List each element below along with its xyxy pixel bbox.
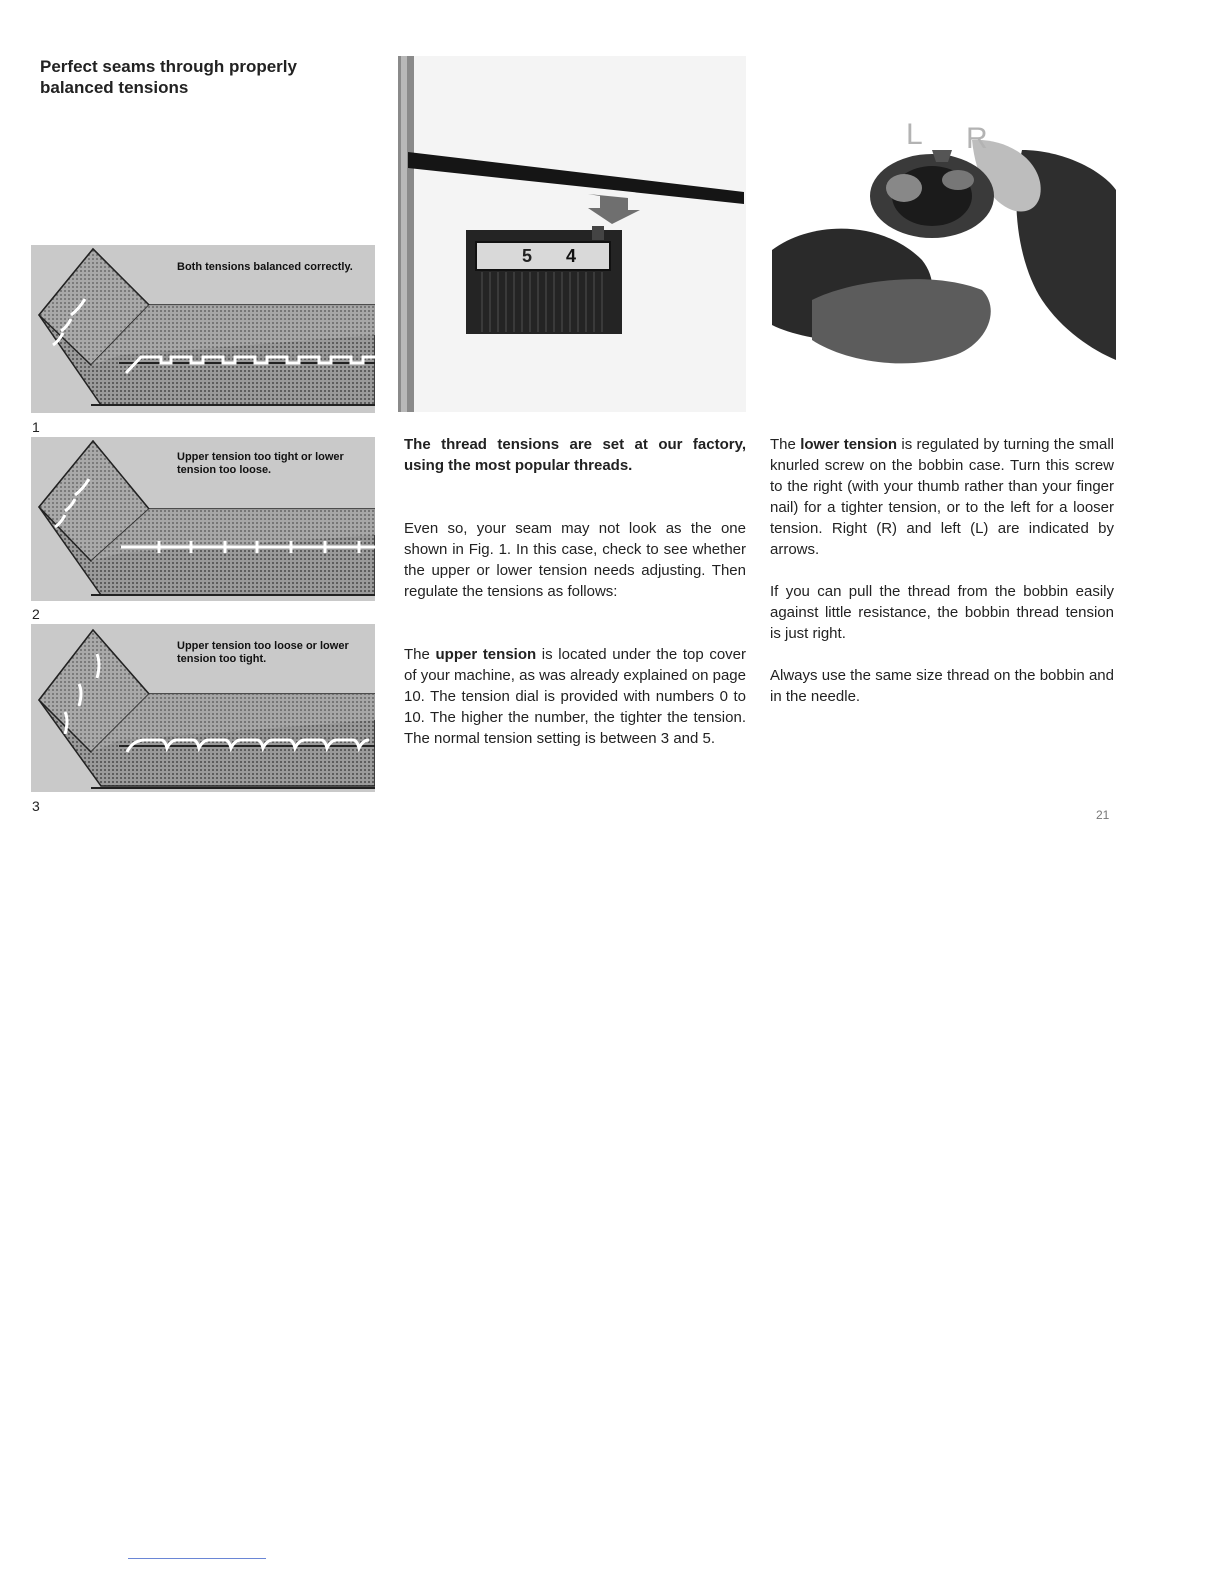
figure-1	[31, 245, 375, 413]
dial-number: 4	[566, 246, 577, 266]
figure-number: 1	[32, 419, 40, 435]
body-paragraph: Even so, your seam may not look as the one shown in Fig. 1. In this case, check to see whether the upper or lower tension needs adjusting. Then regulate the tensions as follows:	[404, 520, 746, 600]
body-paragraph: If you can pull the thread from the bobbin easily against little resistance, the bobbin thread tension is just right.	[770, 583, 1114, 642]
middle-text-column	[404, 434, 746, 749]
figure-caption: Upper tension too loose or lower tension too tight.	[177, 640, 349, 665]
bobbin-case-photo	[772, 110, 1116, 410]
page-title: Perfect seams through properly balanced tensions	[40, 57, 297, 97]
page-number: 21	[1096, 808, 1110, 822]
left-arrow-label: L	[906, 118, 923, 151]
body-paragraph: Always use the same size thread on the bobbin and in the needle.	[770, 667, 1114, 705]
lower-tension-paragraph: The lower tension is regulated by turning the small knurled screw on the bobbin case. Turn this screw to the right (with your thumb rather than your finger nail) for a tighter tension, or to the left for a looser tension. Right (R) and left (L) are indicated by arrows.	[770, 436, 1115, 558]
figure-2	[31, 437, 375, 601]
upper-tension-paragraph: The upper tension is located under the top cover of your machine, as was already explained on page 10. The tension dial is provided with numbers 0 to 10. The higher the number, the tighter the tension. The normal tension setting is between 3 and 5.	[404, 646, 746, 747]
tension-dial-photo	[398, 56, 746, 412]
footer-divider	[128, 1558, 266, 1559]
figure-caption: Both tensions balanced correctly.	[177, 261, 353, 273]
figure-caption: Upper tension too tight or lower tension too loose.	[177, 451, 344, 476]
right-arrow-label: R	[966, 122, 988, 155]
intro-paragraph: The thread tensions are set at our factory, using the most popular threads.	[404, 436, 746, 474]
figure-number: 3	[32, 798, 40, 814]
dial-number: 5	[522, 246, 533, 266]
figure-number: 2	[32, 606, 40, 622]
right-text-column	[770, 434, 1114, 707]
figure-3	[31, 624, 375, 792]
